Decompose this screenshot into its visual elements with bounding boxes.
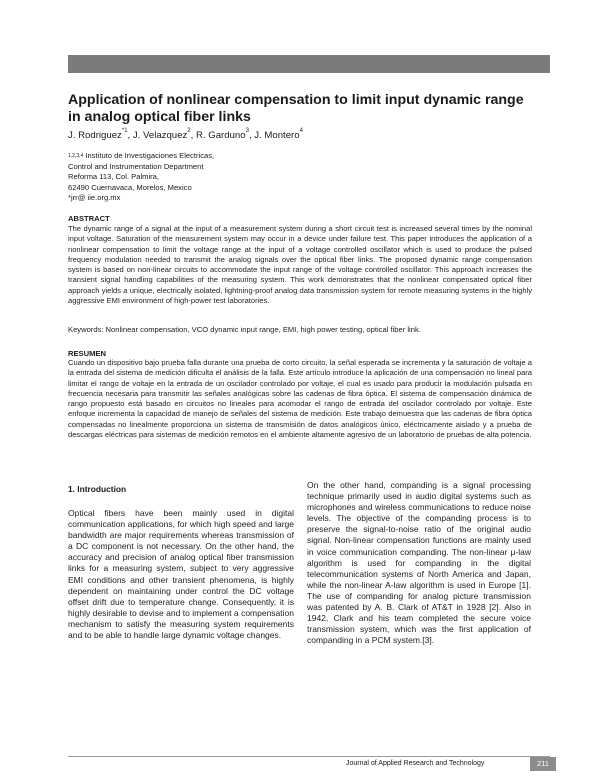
author-sup: 3	[245, 128, 249, 134]
author-sup: *1	[121, 128, 128, 134]
affiliation-line: 62490 Cuernavaca, Morelos, Mexico	[68, 182, 192, 192]
footer-divider	[68, 756, 550, 757]
affiliation-line: Reforma 113, Col. Palmira,	[68, 172, 160, 182]
author-sup: 2	[187, 128, 191, 134]
intro-heading: 1. Introduction	[68, 484, 127, 494]
author-name: J. Rodriguez	[68, 130, 122, 141]
affiliation-line: Control and Instrumentation Department	[68, 161, 204, 171]
resumen-text: Cuando un dispositivo bajo prueba falla durante una prueba de corto circuito, la señal esperada se incrementa y la saturación de voltaje a la entrada del sistema de medición dificulta el análisis de la falla. Este artículo introduce la aplicación de una compensación no lineal para limitar el rango de voltaje en la entrada de un oscilador controlado por voltaje, el cual es usado para producir la modulación pulsada en frecuencia necesaria para transmitir las señales analógicas sobre las cadenas de fibra óptica. El sistema de compensación dinámica de rango propuesto está basado en circuitos no lineales para acomodar el rango de entrada del oscilador controlado por voltaje. Este enfoque incrementa la capacidad de manejo de señales del sistema de medición. Este trabajo demuestra que las cadenas de fibra óptica compensadas no linealmente proporciona un sistema de transmisión de datos analógicos único, eléctricamente aislado y a prueba de descargas eléctricas para sistemas de medición remotos en el ambiente altamente agresivo de un laboratorio de pruebas de alta potencia.	[68, 358, 532, 439]
contact-email[interactable]: *jrr@ iie.org.mx	[68, 193, 121, 203]
abstract-heading: ABSTRACT	[68, 214, 110, 223]
paper-title: Application of nonlinear compensation to limit input dynamic range in analog optical fiber links	[68, 92, 524, 125]
author-sup: 4	[299, 128, 303, 134]
intro-left-column: Optical fibers have been mainly used in digital communication applications, for which high speed and large bandwidth are major requirements whereas transmission of a DC component is not necessary. On the other hand, the accuracy and precision of analog optical fiber transmission links for a measuring system, subject to very aggressive EMI conditions and other transient phenomena, is highly dependent on maintaining under control the DC voltage offset drift due to temperature change. Consequently, it is highly desirable to devise and to implement a compensation mechanism to satisfy the measuring system requirements and to be able to handle large dynamic voltage changes.	[68, 508, 294, 641]
journal-name: Journal of Applied Research and Technology	[346, 760, 485, 767]
keywords-line: Keywords: Nonlinear compensation, VCO dynamic input range, EMI, high power testing, optical fiber link.	[68, 325, 421, 334]
abstract-text: The dynamic range of a signal at the input of a measurement system during a short circuit test is increased several times by the nominal input voltage. Saturation of the measurement system may occur in a device under failure test. This paper introduces the application of a nonlinear compensation to limit the voltage range at the input of a voltage controlled oscillator which is used to produce the pulsed frequency modulation needed to transmit the analog signals over the optical fiber links. The proposed dynamic range compensation system is based on non-linear circuits to accommodate the input range of the voltage controlled oscillator. This approach increases the transient signal handling capabilities of the measuring system. This work demonstrates that the nonlinear compensated optical fiber approach yields a unique, electrically isolated, lightning-proof analog data transmission system for remote measuring systems in the highly aggressive EMI environment of high-power test laboratories.	[68, 224, 532, 305]
intro-right-column: On the other hand, companding is a signal processing technique primarily used in audio digital systems such as microphones and wireless communications to reduce noise levels. The objective of the companding process is to preserve the signal-to-noise ratio of the original audio signal. Non-linear compensation functions are mainly used in voice communication companding. The non-linear μ-law algorithm is used for companding in the digital telecommunication systems of North America and Japan, while the non-linear A-law algorithm is used in Europe [1]. The use of companding for analog picture transmission was patented by A. B. Clark of AT&T in 1928 [2]. Also in 1942, Clark and his team completed the secure voice transmission system, which was the first application of companding in a PCM system.[3].	[307, 480, 531, 646]
affiliation-line: Instituto de Investigaciones Electricas,	[85, 151, 215, 160]
affiliation-sup: 1,2,3,4	[68, 153, 84, 159]
author-name: J. Velazquez	[132, 130, 188, 141]
page-number: 211	[530, 757, 556, 771]
affiliation-block	[68, 151, 214, 204]
author-name: J. Montero	[254, 130, 300, 141]
author-list: J. Rodriguez$^{*1}$, J. Velazquez$^2$, R. Garduno$^3$, J. Montero$^4$	[68, 128, 303, 141]
author-name: R. Garduno	[195, 130, 246, 141]
header-bar	[68, 55, 550, 73]
resumen-heading: RESUMEN	[68, 349, 106, 358]
